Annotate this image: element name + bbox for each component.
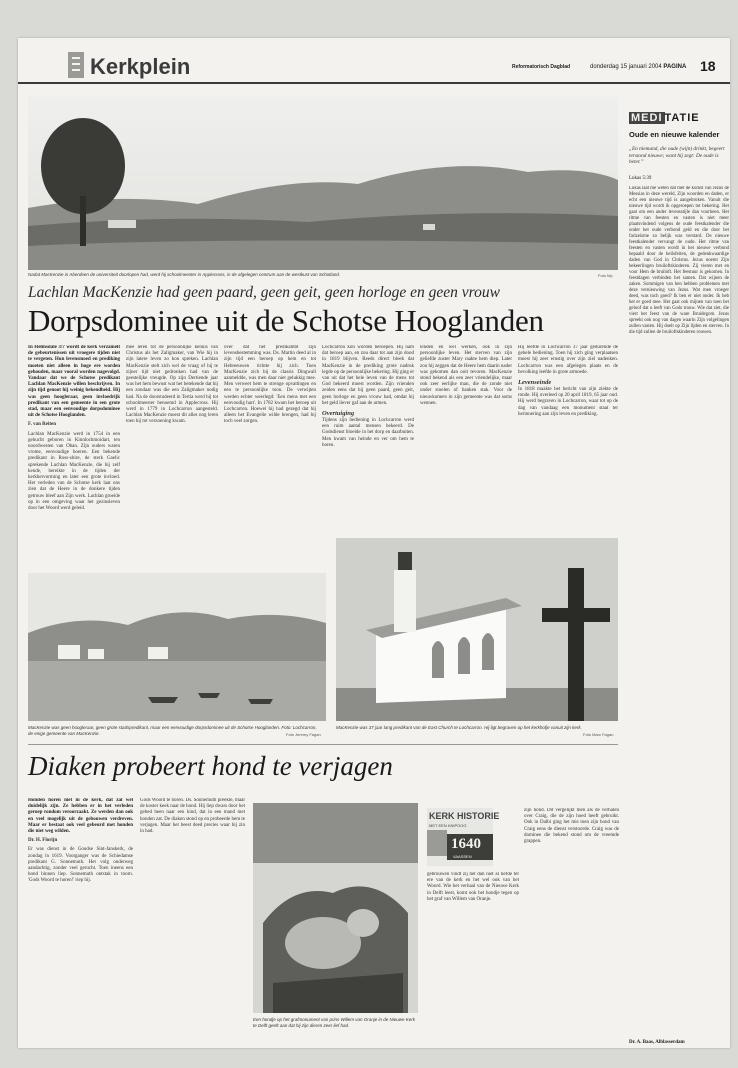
article1-col4b-text: Tijdens zijn bediening in Lochcarron werd een ruim aantal mensen bekeerd. De Godsdienst bloeide in het dorp en daarbuiten. Men kwam van heinde en ver om hem te horen. xyxy=(322,418,414,448)
article1-col4-text: Lochcarron kon worden beroepen. Hij nam dat beroep aan, en zou daar tot aan zijn dood in 1819 blijven. Reeds direct bleek dat MacKenzie in de prediking grote nadruk legde op de persoonlijke bekering. Hij ging er van uit dat het hele leven van de mens tot God bekeerd moest worden. Zijn vrienden zeiden eens dat hij geen paard, geen geit, geen horloge en geen vrouw had, omdat hij het geld liever gaf aan de armen. xyxy=(322,345,414,406)
article1-column-5 xyxy=(420,345,512,535)
article1-column-4 xyxy=(322,345,414,535)
article1-column-1 xyxy=(28,345,120,565)
historie-title: KERK HISTORIE xyxy=(429,811,500,821)
landscape-photo xyxy=(28,96,618,270)
article1-col1-text: Lachlan MacKenzie werd in 1754 in een gehucht geboren in Kinnlochmoidart, ten noordwesten van Oban. Zijn ouders waren vrome, eenvoudige boeren. Een bekende predikant in Ross-shire, de sterk Gaelic sprekende Lachlan MacKenzie, die hij zelf kende, bereikte in de tijden der kerkhervorming en later een grote invloed. Het verleden van de Schotse kerk laat ons zien dat de Heere in de donkere tijden getrouw bleef aan Zijn werk. Lachlan groeide op in een omgeving waar het gezinsleven door het Woord werd geleid. xyxy=(28,431,120,512)
article2-col2-text: Gods Woord te horen. Ds. Sonnemuth preekte, maar de koster keek naar de hond. Hij liep dwars door het gebed heen naar een kind, dat in een mand met honden zat. De diaken stond op en probeerde hem te verjagen. Maar het beest deed precies waar hij zin in had. xyxy=(140,798,245,835)
page-header xyxy=(18,38,730,84)
photo3-credit: Foto Marc Fagan xyxy=(583,732,614,737)
photo1-caption: Nadat MacKenzie in Aberdeen de universiteit doorlopen had, werd hij schoolmeester in Applecross, in de afgelegen centrum aan de westkust van Schotland. xyxy=(28,272,341,277)
meditatie-sidebar xyxy=(629,104,730,1048)
article2-lead: Honden horen niet in de kerk, dat zal wel duidelijk zijn. Ze hebben er in het verleden geroep rondom veroorzaakt. Ze werden dan ook en veel mogelijk uit de gebouwen verdreven. Maar er bestaat ook veel gebeurd met honden die niet weg wilden. xyxy=(28,798,133,835)
article1-headline: Dorpsdominee uit de Schotse Hooglanden xyxy=(28,303,544,338)
article1-lead: In Helmsdale 3/7 wordt de kerk verzamelt de gebeurtenissen uit vroegere tijden niet te vergeten. Hun levensmoed en prediking moeten niet alleen in hoge ere worden gehouden, maar vooral worden nagevolgd. Vandaar dat we de Schotse predikant Lachlan MacKenzie willen beschrijven. In zijn tijd genoot hij weinig bekendheid. Hij was geen hoogleraar, geen invloedrijk predikant van een gemeente in een grote stad, maar een eenvoudige dorpsdominee uit de Schotse Hooglanden. xyxy=(28,345,120,419)
article2-headline: Diaken probeert hond te verjagen xyxy=(28,751,393,781)
article1-col6b-text: In 1818 maakte het bericht van zijn ziekte de ronde. Hij overleed op 20 april 1819, 65 jaar oud. Hij werd begraven in Lochcarron, waar tot op de dag van vandaag een monument staat ter herinnering aan zijn leven en prediking. xyxy=(518,387,618,417)
article1-col5-text: lenden en wel werken, ook in zijn persoonlijke leven. Het sterven van zijn geliefde zuster Mary raakte hem diep. Later zou hij zeggen dat de Heere hem daarin nader was gekomen dan ooit tevoren. MacKenzie stond bekend als een zeer vriendelijke, maar ook zeer eerlijke man, die de zonde niet onder stoelen of banken stak. Voor de nieuwkomers in zijn gemeente was dat soms wennen. xyxy=(420,345,512,406)
page-label: PAGINA xyxy=(663,64,687,70)
meditatie-heading-rest: TATIE xyxy=(664,112,700,124)
meditatie-subtitle: Oude en nieuwe kalender xyxy=(629,130,720,139)
article2-column-4 xyxy=(427,872,519,1042)
article1-column-2 xyxy=(126,345,218,565)
church-photo xyxy=(336,538,618,721)
meditatie-reference: Lukas 5:39 xyxy=(629,176,652,181)
article1-column-3 xyxy=(224,345,316,565)
meditatie-heading-box: MEDI xyxy=(631,112,663,124)
article2-column-5 xyxy=(524,808,619,1042)
article2-column-2 xyxy=(140,798,245,1043)
dateline xyxy=(590,64,686,70)
article1-col6-text: Hij leefde in Lochcarron 37 jaar gedurende de gehele bediening. Toen hij zich ging verplaatsen moest hij zeer ernstig over zijn ziel nadenken. Lochcarron was een afgelegen plaats en de bevolking leefde in grote armoede. xyxy=(518,345,618,375)
photo2-credit: Foto Jeremy Fagan xyxy=(286,732,321,737)
kerkplein-logo-icon xyxy=(66,52,86,78)
article2-author: Dr. H. Florijn xyxy=(28,838,58,844)
article1-col3-text: over dat het predikambt zijn levensbestemming was. Ds. Martin deed al in zijn tijd een beroep op hem en tot Hebreeuwen richtte hij zich. Toen MacKenzie zich bij de classis Dingwall aanmeldde, was men daar niet gelukkig mee. Men verweet hem te strenge opvattingen en een te persoonlijke toon. De verwijten werden echter weerlegd: 'Een mens met een eenvoudig hart'. In 1782 kwam het beroep uit Lochcarron. Hoewel hij had gezegd dat hij alleen het Evangelie wilde brengen, had hij toch veel zorgen. xyxy=(224,345,316,425)
article1-subhead-levenseinde: Levenseinde xyxy=(518,379,552,387)
historie-year: 1640 xyxy=(451,836,481,852)
article1-column-6 xyxy=(518,345,618,535)
photo3-caption: MacKenzie was 37 jaar lang predikant van de East Church te Lochcarron. Hij ligt begraven op het kerkhofje vanuit zijn kerk. xyxy=(336,725,582,730)
historie-subtitle: MET EEN KNIPOOG xyxy=(429,823,467,828)
article1-author: F. van Reiten xyxy=(28,422,57,428)
article1-col2-text: mee leren tot de persoonlijke kennis van Christus als het Zaligmaker, van Wie hij in zijn latere leven zo kon spreken. Lachlan MacKenzie stelt zich wel de vraag of hij te zijner tijd niet gedronken had van de geestelijke vreugde. Op zijn Dertiende jaar was het hem bewust wat het betekende dat hij een zondaar was die een Zaligmaker nodig had. Na de doorstudeerd in Tertia werd hij tot schoolmeester benoemd in Applecross. Hij werd in 1779 in Lochcarron aangesteld. Lachlan MacKenzie moest dit alles nog leren toen hij tot verzoening kwam. xyxy=(126,345,218,425)
article2-col5-text: zijn hond. Dit vergelijkt men als de verhalen over Craig, die de zijn hoed heeft gebruikt. Ook in Dalbi ging het mis toen zijn hond van Craig eens de dienst verstoorde. Craig was de dominee die bekend stond om de vreemde grappen. xyxy=(524,808,619,845)
kerkhistorie-logo xyxy=(427,808,500,866)
meditatie-heading xyxy=(629,112,700,124)
article1-kicker: Lachlan MacKenzie had geen paard, geen geit, geen horloge en geen vrouw xyxy=(28,284,500,301)
harbor-photo xyxy=(28,573,326,721)
newspaper-name: Reformatorisch Dagblad xyxy=(512,64,571,70)
photo4-caption: Een hondje op het grafmonument van prins Willem van Oranje in de Nieuwe Kerk te Delft geeft aan dat hij zijn dieren zeer lief had. xyxy=(253,1017,416,1028)
meditatie-author: Dr. A. Baas, Alblasserdam xyxy=(629,1040,685,1045)
historie-tag: VAASSEN xyxy=(453,854,472,859)
article2-col4-text: gebrouwen vindt zij het dan niet al liefde ter ere van de kerk en het wel ook van het Woord. Wie het verhaal van de Nieuwe Kerk in Delft leest, komt ook het hondje tegen op het graf van Willem van Oranje. xyxy=(427,872,519,902)
section-title: Kerkplein xyxy=(90,54,191,79)
meditatie-quote: „En niemand, die oude (wijn) drinkt, begeert terstond nieuwe; want hij zegt: De oude is beter.” xyxy=(629,146,725,165)
dog-monument-photo xyxy=(253,803,418,1013)
page-number: 18 xyxy=(700,58,716,74)
article1-subhead-overtuiging: Overtuiging xyxy=(322,410,355,418)
article2-col1-text: Er was dienst in de Goudse Sint-Janskerk, de zondag in 1619. Voorganger was de Schiedamse predikant G. Sonnemuth. Het volg onderweg aandachtig, zonder veel gerucht. Toen ineens een hond binnen liep. Sonnemuth ontstak in toorn. 'Gods Woord te horen!' riep hij. xyxy=(28,847,133,884)
meditatie-body: Lukas laat me weten dat met de komst van Jezus de Messias in deze wereld, Zijn woorden en daden, er echt een nieuwe tijd is aangebroken. Vanuit die nieuwe tijd wordt ik opgeroepen tot bekering. Het gaat om een ander levensstijle dan voorheen. Het ritme van feesten en vasten is niet meer plaatsvindend volgens de oude feestkalender die onder het oude verbond geld en die door het farizeïsme zo belijk was verstard. De nieuwe feestkalender vervangt de oude. Het ritme van feesten en vasten wordt in het nieuwe verbond bepaald door de heilsfeiten, de gedenkwaardige daden van God in Christus. Jezus noemt Zijn bekeerlingen bruiloftskinderen. Zij vieren met en voor Hem de bruiloft. Het feestuur is gekomen. In feestdagen verbinden het samen. Dat wijnen de zaken. Sommigen van hen hebben problemen met deze vernieuwing van Jezus. Wat men vroeger deed, was toch goed? Ik ben er niet onder. Ik heb het er goed mee. Het gaat ook mijnen van toen het geloof dat u leeft van Gods trouw. Wie dat ziet, die viert het feest van de ware Bruidegom. Jezus spreekt ook nog van dagen waarin Zijn volgelingen zullen vasten. Hij doelt op Zijn lijden en sterven. In die tijd zullen de bruiloftskinderen rouwen. xyxy=(629,186,729,335)
article-divider xyxy=(28,744,618,745)
newspaper-page xyxy=(18,38,730,1048)
photo1-credit: Foto Mp xyxy=(598,273,613,278)
photo2-caption: MacKenzie was geen hoogleraar, geen grote stadspredikant, maar een eenvoudige dorpsdominee uit de Schotse Hooglanden. Foto: Lochcarron, de enige gemeente van MacKenzie. xyxy=(28,725,317,736)
date: donderdag 15 januari 2004 xyxy=(590,64,662,70)
article2-column-1 xyxy=(28,798,133,1043)
